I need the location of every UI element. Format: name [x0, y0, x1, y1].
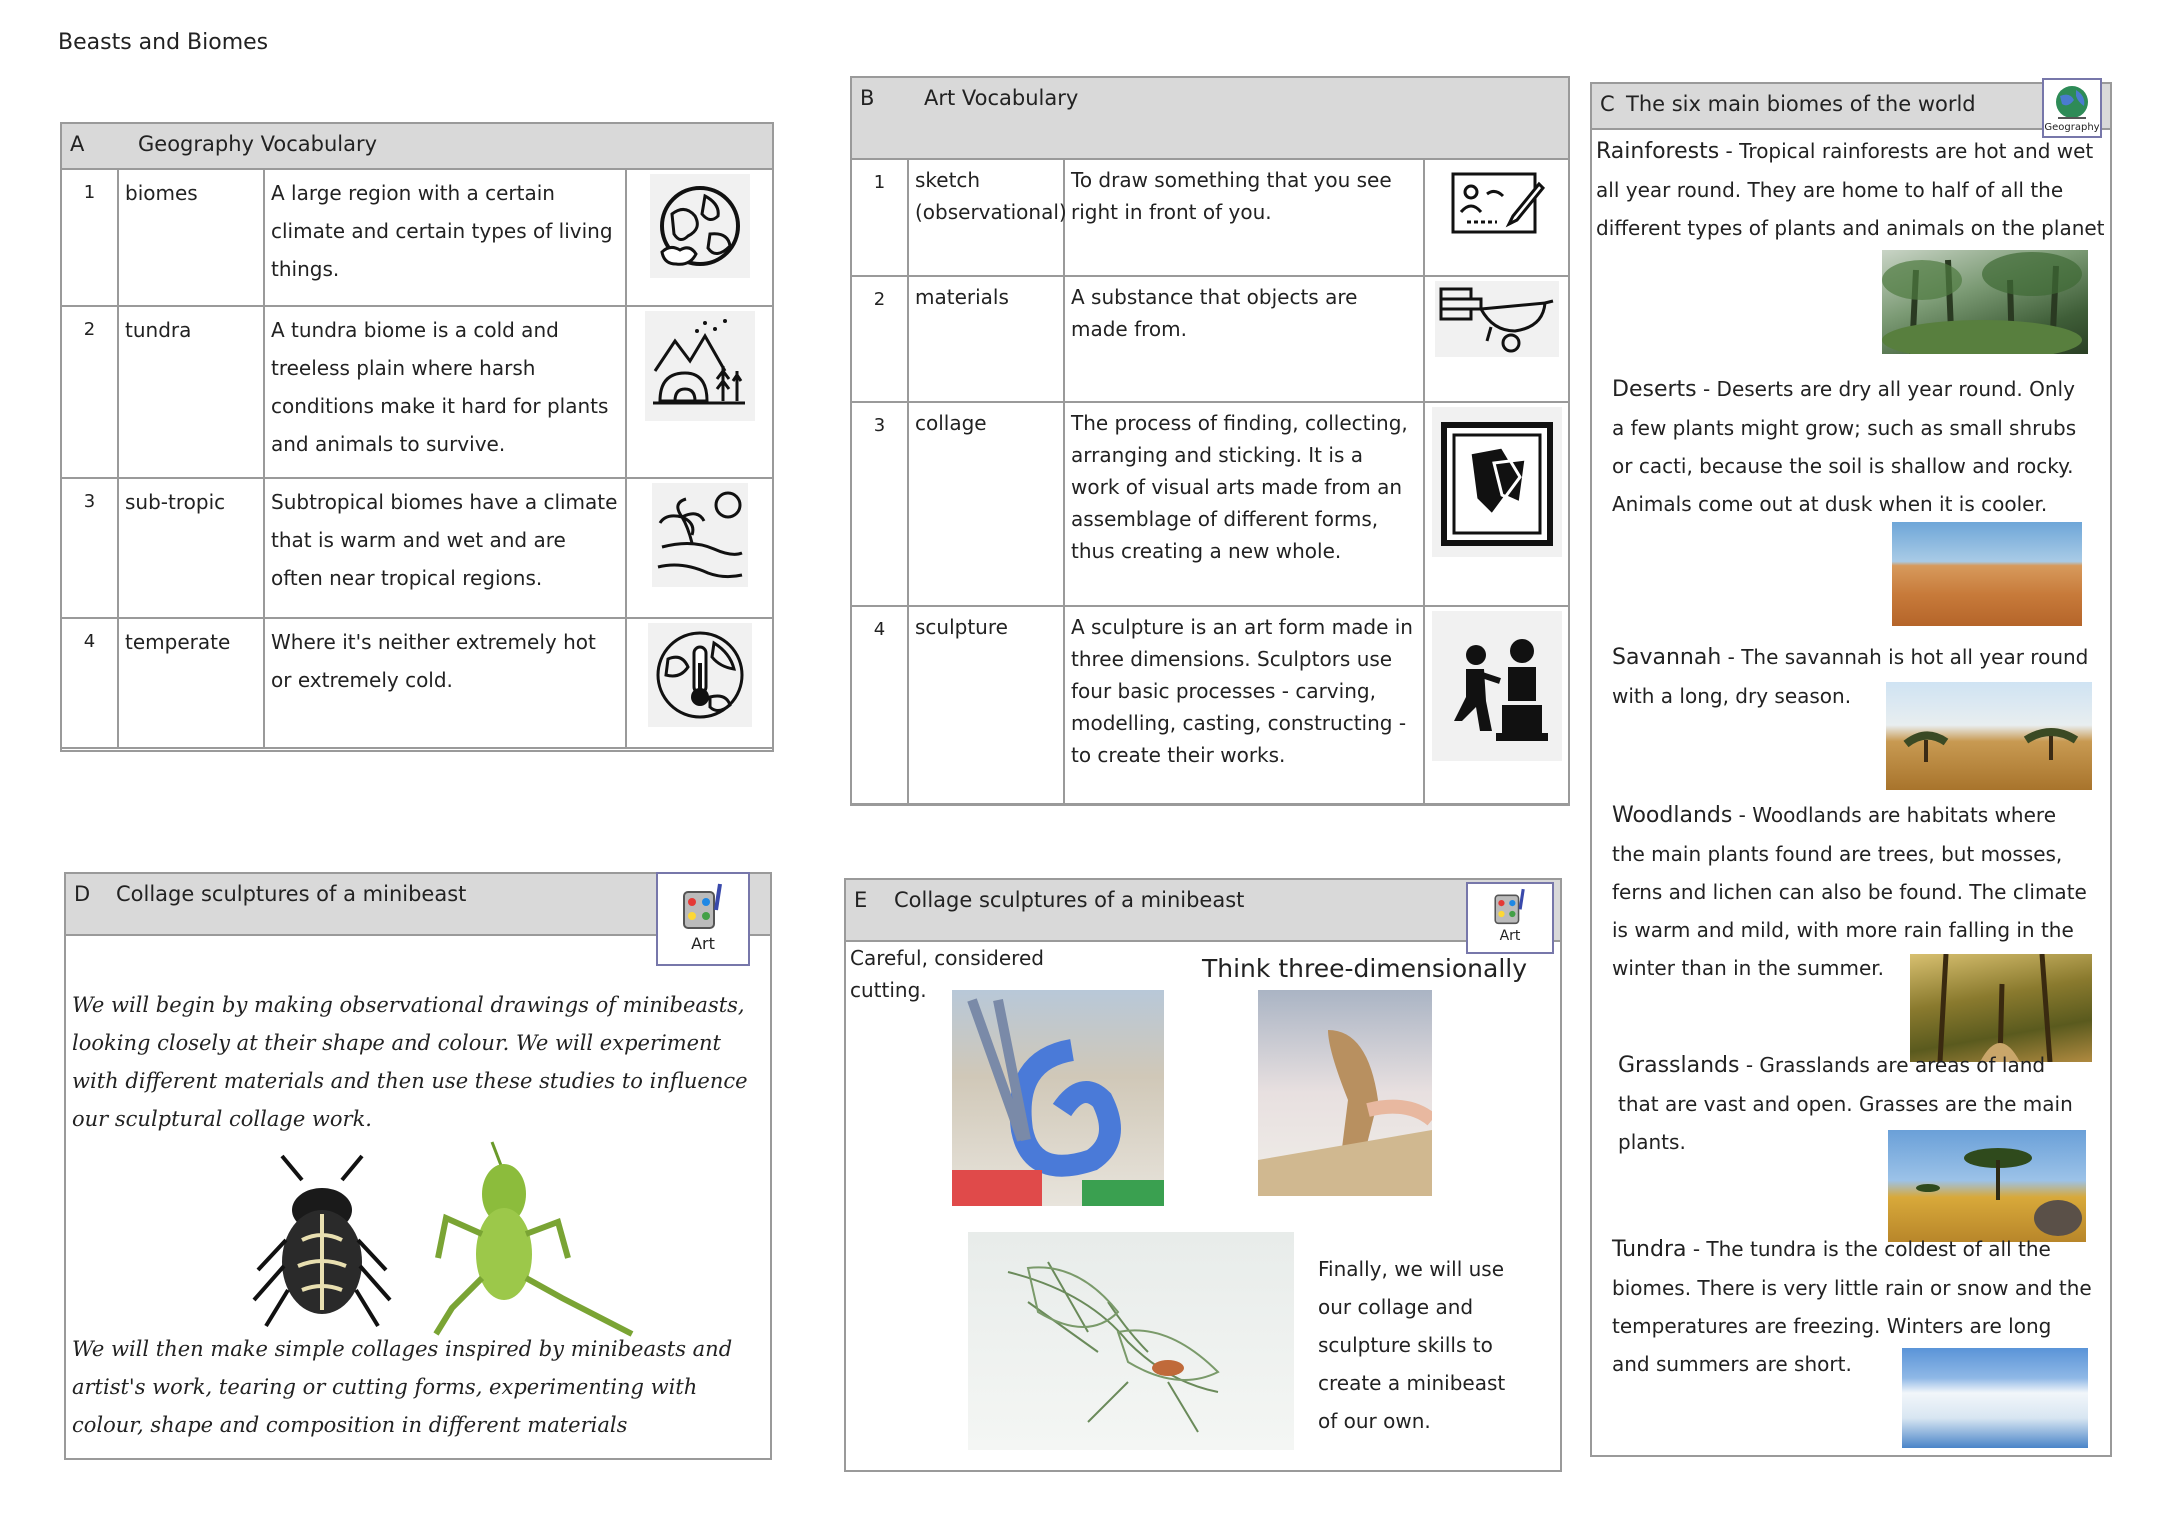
vocab-definition: A large region with a certain climate and certain types of living things. — [264, 170, 626, 306]
palette-icon — [676, 880, 730, 934]
leaf-minibeast-photo — [968, 1232, 1294, 1450]
tundra-photo — [1902, 1348, 2088, 1448]
row-number: 2 — [62, 306, 118, 478]
rainforest-photo — [1882, 250, 2088, 354]
vocab-definition: Where it's neither extremely hot or extremely cold. — [264, 618, 626, 748]
globe-icon — [2052, 82, 2092, 122]
panel-e-letter: E — [854, 888, 868, 912]
vocab-definition: A sculpture is an art form made in three dimensions. Sculptors use four basic processes - carving, modelling, casting, constructing - to create their works. — [1064, 606, 1424, 804]
vocab-term: tundra — [118, 306, 264, 478]
biome-name: Woodlands — [1612, 803, 1733, 828]
panel-b-title: Art Vocabulary — [924, 86, 1079, 110]
biome-rainforests — [1596, 132, 2106, 247]
vocab-term: sculpture — [908, 606, 1064, 804]
panel-e-title: Collage sculptures of a minibeast — [894, 888, 1245, 912]
vocab-definition: A substance that objects are made from. — [1064, 276, 1424, 402]
biome-name: Tundra — [1612, 1237, 1687, 1262]
beetle-image — [252, 1150, 392, 1330]
globe-icon — [650, 174, 750, 278]
panel-geography-vocabulary — [60, 122, 774, 752]
biome-text: - Woodlands are habitats where the main plants found are trees, but mosses, ferns and lichen can also be found. The climate is warm and mild, with more rain falling in the winter than in the summer. — [1612, 803, 2087, 980]
row-number: 2 — [852, 276, 908, 402]
vocab-definition: A tundra biome is a cold and treeless plain where harsh conditions make it hard for plants and animals to survive. — [264, 306, 626, 478]
table-row — [62, 306, 772, 478]
badge-label: Art — [691, 934, 715, 953]
row-number: 4 — [62, 618, 118, 748]
savannah-photo — [1886, 682, 2092, 790]
badge-label: Art — [1499, 928, 1521, 944]
panel-d-letter: D — [74, 882, 91, 906]
panel-a-title: Geography Vocabulary — [138, 132, 378, 156]
row-number: 1 — [62, 170, 118, 306]
biome-name: Deserts — [1612, 377, 1697, 402]
vocab-term: biomes — [118, 170, 264, 306]
bricks-wheelbarrow-icon — [1435, 281, 1559, 357]
panel-a-header — [62, 124, 772, 170]
panel-a-letter: A — [70, 132, 85, 156]
biome-text: - The savannah is hot all year round with a long, dry season. — [1612, 645, 2089, 708]
panel-d-collage — [64, 872, 772, 1460]
panel-six-biomes — [1590, 82, 2112, 1457]
biome-text: - Tropical rainforests are hot and wet all year round. They are home to half of all the different types of plants and animals on the planet — [1596, 139, 2105, 240]
caption-cutting: Careful, considered cutting. — [850, 946, 1044, 1002]
row-number: 3 — [62, 478, 118, 618]
row-number: 3 — [852, 402, 908, 606]
art-badge — [1466, 882, 1554, 954]
panel-c-title: The six main biomes of the world — [1626, 92, 1976, 116]
art-vocab-table — [852, 160, 1568, 805]
intro-paragraph: We will begin by making observational drawings of minibeasts, looking closely at their shape and colour. We will experiment with different materials and then use these studies to influence our sculptural collage work. — [72, 993, 748, 1131]
sculptor-icon — [1432, 611, 1562, 761]
globe-thermometer-icon — [648, 623, 752, 727]
badge-label: Geography — [2044, 122, 2100, 133]
vocab-definition: Subtropical biomes have a climate that is warm and wet and are often near tropical regions. — [264, 478, 626, 618]
grasshopper-image — [432, 1138, 662, 1338]
biome-text: - Deserts are dry all year round. Only a few plants might grow; such as small shrubs or cacti, because the soil is shallow and rocky. Animals come out at dusk when it is cooler. — [1612, 377, 2077, 516]
table-row — [852, 402, 1568, 606]
table-row — [62, 170, 772, 306]
table-row — [852, 160, 1568, 276]
page-title: Beasts and Biomes — [58, 30, 269, 55]
caption-finally: Finally, we will use our collage and sculpture skills to create a minibeast of our own. — [1318, 1257, 1506, 1433]
vocab-term: sub-tropic — [118, 478, 264, 618]
vocab-term: materials — [908, 276, 1064, 402]
cutting-photo — [952, 990, 1164, 1206]
geography-badge — [2042, 78, 2102, 138]
caption-three-dimensionally: Think three-dimensionally — [1202, 954, 1527, 983]
panel-e-header — [846, 880, 1560, 942]
igloo-mountains-icon — [645, 311, 755, 421]
biome-name: Rainforests — [1596, 139, 1720, 164]
palette-icon — [1487, 886, 1533, 928]
geography-vocab-table — [62, 170, 772, 749]
table-row — [62, 618, 772, 748]
sketch-pad-icon — [1447, 164, 1547, 254]
panel-c-letter: C — [1600, 92, 1615, 116]
biome-name: Grasslands — [1618, 1053, 1740, 1078]
panel-art-vocabulary — [850, 76, 1570, 806]
panel-b-header — [852, 78, 1568, 160]
vocab-definition: The process of finding, collecting, arranging and sticking. It is a work of visual arts made from an assemblage of different forms, thus creating a new whole. — [1064, 402, 1424, 606]
table-row — [852, 276, 1568, 402]
vocab-definition: To draw something that you see right in front of you. — [1064, 160, 1424, 276]
biome-text: - The tundra is the coldest of all the biomes. There is very little rain or snow and the temperatures are freezing. Winters are long and summers are short. — [1612, 1237, 2092, 1376]
art-badge — [656, 872, 750, 966]
biome-name: Savannah — [1612, 645, 1722, 670]
biome-deserts — [1612, 370, 2092, 523]
collage-frame-icon — [1432, 407, 1562, 557]
vocab-term: temperate — [118, 618, 264, 748]
table-row — [62, 478, 772, 618]
collage-paragraph: We will then make simple collages inspired by minibeasts and artist's work, tearing or cutting forms, experimenting with colour, shape and composition in different materials — [72, 1337, 733, 1437]
vocab-term: collage — [908, 402, 1064, 606]
panel-c-header — [1592, 84, 2110, 130]
palm-island-icon — [652, 483, 748, 587]
sculpting-photo — [1258, 990, 1432, 1196]
biome-text: - Grasslands are areas of land that are vast and open. Grasses are the main plants. — [1618, 1053, 2073, 1154]
row-number: 4 — [852, 606, 908, 804]
panel-e-collage — [844, 878, 1562, 1472]
table-row — [852, 606, 1568, 804]
grassland-photo — [1888, 1130, 2086, 1242]
desert-photo — [1892, 522, 2082, 626]
panel-b-letter: B — [860, 86, 875, 110]
panel-d-title: Collage sculptures of a minibeast — [116, 882, 467, 906]
row-number: 1 — [852, 160, 908, 276]
vocab-term: sketch (observational) — [908, 160, 1064, 276]
